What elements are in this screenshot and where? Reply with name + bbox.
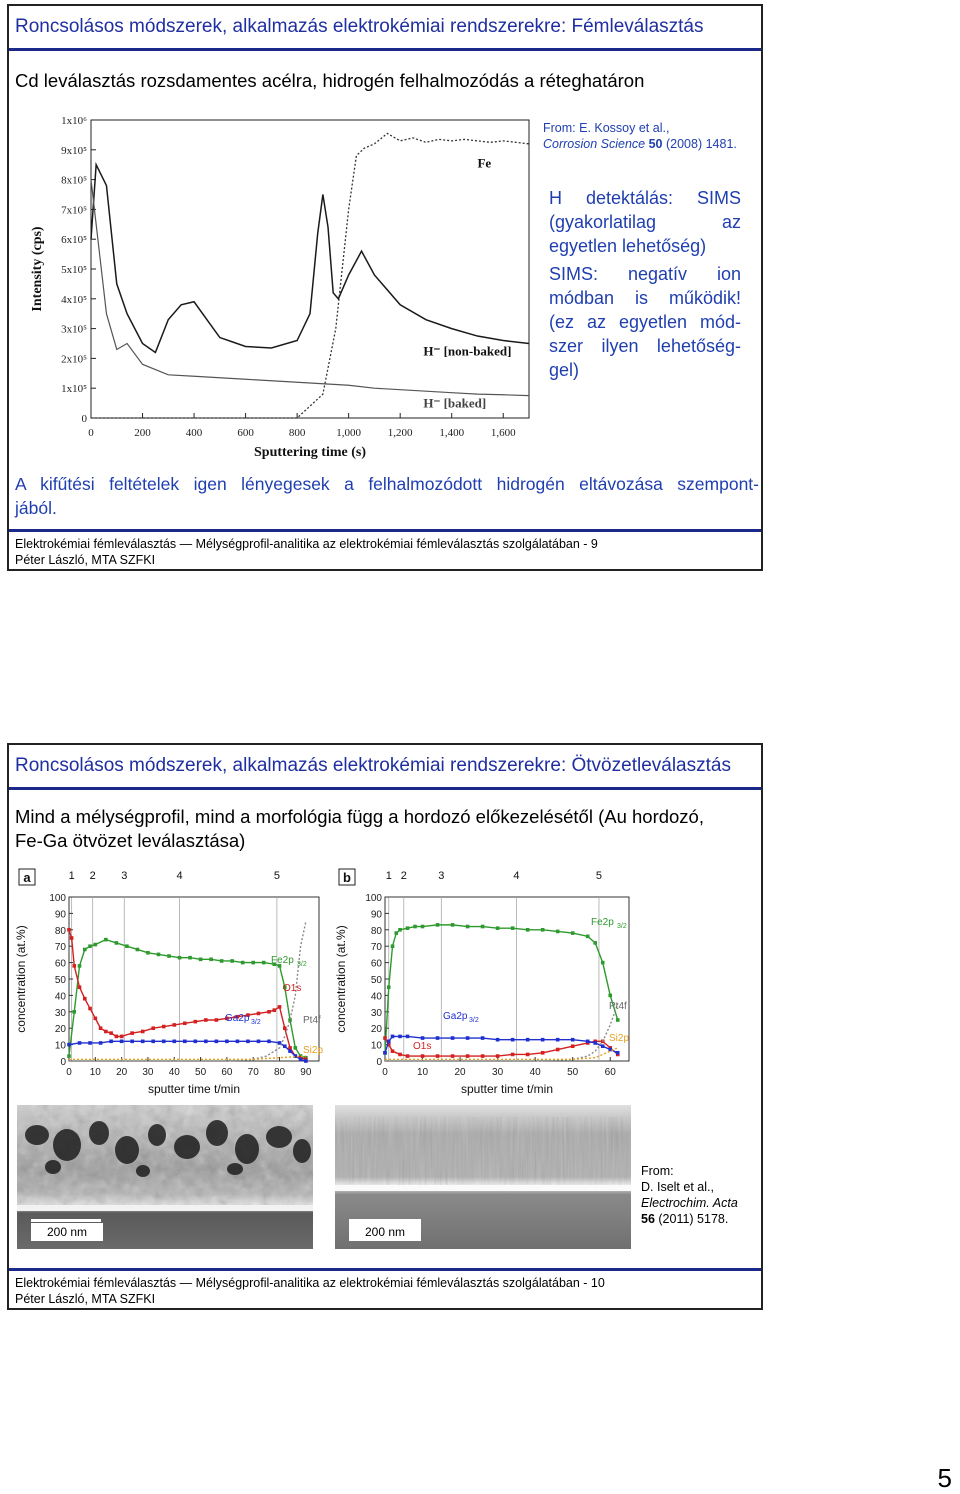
region-marker-label: 5 — [273, 870, 280, 882]
sem-cross-section-a — [17, 1105, 313, 1249]
citation-journal-line — [543, 136, 753, 152]
series-ga-point — [481, 1036, 485, 1040]
series-fe-point — [466, 925, 470, 929]
x-tick-label: 80 — [273, 1067, 286, 1078]
series-ga-point — [421, 1036, 425, 1040]
citation-journal: Corrosion Science — [543, 137, 649, 151]
y-tick-label: 40 — [370, 991, 382, 1003]
x-tick-label: 40 — [529, 1067, 541, 1078]
legend-h-baked: H⁻ [baked] — [423, 395, 487, 411]
slide-subtitle — [15, 805, 704, 853]
depth-profile-chart-a — [13, 863, 325, 1103]
series-ga-point — [616, 1051, 620, 1055]
series-ga-point — [608, 1048, 612, 1052]
series-fe-point — [146, 951, 150, 955]
x-tick-label: 1,000 — [336, 427, 362, 439]
series-fe-point — [398, 928, 402, 932]
y-tick-label: 50 — [54, 975, 66, 986]
footer-author: Péter László, MTA SZFKI — [15, 1292, 156, 1306]
depth-profile-chart-b — [333, 863, 633, 1103]
para2-line1: SIMS: negatív ion — [549, 264, 741, 284]
slide-header — [9, 745, 761, 790]
series-ga-point — [172, 1040, 176, 1044]
x-tick-label: 60 — [604, 1067, 616, 1078]
series-h-nonbaked — [91, 165, 529, 353]
sem-cross-section-b — [335, 1105, 631, 1249]
series-h-baked — [91, 180, 529, 396]
series-fe-point — [104, 938, 108, 942]
series-fe-point — [251, 961, 255, 965]
series-fe-point — [72, 1010, 76, 1014]
x-tick-label: 30 — [142, 1067, 154, 1078]
series-ga-point — [109, 1040, 113, 1044]
slide-footer — [9, 529, 761, 569]
series-fe-point — [67, 1054, 71, 1058]
y-tick-label: 60 — [370, 958, 382, 970]
series-fe-point — [78, 964, 82, 968]
series-o-point — [283, 1026, 287, 1030]
series-fe-point — [387, 985, 391, 989]
legend-fe: Fe — [477, 155, 492, 171]
citation-iselt — [641, 1163, 761, 1227]
series-o-point — [215, 1018, 219, 1022]
chart-b-svg — [333, 863, 633, 1103]
y-tick-label: 30 — [54, 1007, 66, 1019]
series-ga-point — [283, 1044, 287, 1048]
x-tick-label: 0 — [66, 1067, 72, 1078]
region-marker-label: 3 — [438, 870, 445, 882]
series-o-point — [172, 1023, 176, 1027]
para2-line3: (ez az egyetlen mód- — [549, 312, 741, 332]
series-ga-point — [194, 1040, 198, 1044]
series-o-point — [267, 1010, 271, 1014]
series-fe — [91, 133, 529, 418]
series-ga-point — [288, 1049, 292, 1053]
series-fe-point — [262, 961, 266, 965]
y-tick-label: 10 — [54, 1040, 66, 1052]
series-ga-point — [204, 1040, 208, 1044]
series-pt — [385, 1004, 618, 1061]
x-tick-label: 0 — [382, 1067, 388, 1078]
series-ga-point — [162, 1040, 166, 1044]
y-tick-label: 0 — [60, 1057, 66, 1068]
y-tick-label: 50 — [370, 975, 382, 986]
h-detection-text — [549, 186, 741, 258]
series-fe-point — [167, 954, 171, 958]
series-ga-point — [511, 1038, 515, 1042]
y-tick-label: 2x10⁵ — [61, 353, 87, 366]
y-tick-label: 100 — [49, 893, 66, 904]
plot-frame — [69, 897, 319, 1061]
label-o1s: O1s — [413, 1041, 432, 1052]
x-tick-label: 200 — [134, 427, 151, 439]
series-o-point — [99, 1026, 103, 1030]
label-fe2p: Fe2p — [271, 955, 294, 966]
y-tick-label: 7x10⁵ — [61, 204, 87, 217]
label-si2p: Si2p — [303, 1045, 324, 1056]
series-o-point — [526, 1053, 530, 1057]
series-o-point — [451, 1054, 455, 1058]
y-axis-label: concentration (at.%) — [334, 925, 348, 1033]
series-fe-point — [541, 928, 545, 932]
y-tick-label: 70 — [54, 942, 66, 954]
series-fe-point — [526, 928, 530, 932]
series-ga-point — [387, 1040, 391, 1044]
series-ga-point — [67, 1043, 71, 1047]
series-o-point — [421, 1054, 425, 1058]
conclusion-line2: jából. — [15, 498, 57, 518]
series-ga-point — [398, 1035, 402, 1039]
label-ga2p-subscript: 3/2 — [251, 1019, 261, 1026]
series-o-point — [541, 1051, 545, 1055]
y-tick-label: 90 — [54, 909, 66, 921]
series-ga-point — [151, 1040, 155, 1044]
citation-author: D. Iselt et al., — [641, 1180, 714, 1194]
series-ga-point — [526, 1038, 530, 1042]
panel-letter: a — [23, 870, 31, 885]
series-fe-point — [593, 941, 597, 945]
scale-bar-a-label: 200 nm — [46, 1225, 88, 1239]
x-tick-label: 400 — [185, 427, 203, 439]
y-tick-label: 30 — [370, 1007, 382, 1019]
y-axis-label: Intensity (cps) — [30, 226, 45, 312]
series-o-point — [204, 1018, 208, 1022]
y-tick-label: 80 — [54, 925, 66, 937]
para2-line2: módban is működik! — [549, 288, 741, 308]
series-ga-point — [120, 1040, 124, 1044]
page-number: 5 — [937, 1463, 952, 1493]
series-fe-point — [451, 923, 455, 927]
slide-footer — [9, 1268, 761, 1308]
y-tick-label: 9x10⁵ — [61, 144, 87, 157]
region-marker-label: 5 — [595, 870, 603, 882]
label-si2p: Si2p — [609, 1033, 630, 1044]
series-o-point — [436, 1054, 440, 1058]
y-tick-label: 20 — [54, 1024, 66, 1036]
footer-author: Péter László, MTA SZFKI — [15, 553, 156, 567]
x-tick-label: 20 — [116, 1067, 128, 1078]
series-ga-point — [466, 1036, 470, 1040]
x-axis-label: sputter time t/min — [147, 1082, 241, 1096]
series-fe-point — [391, 944, 395, 948]
series-o-point — [556, 1048, 560, 1052]
label-fe2p: Fe2p — [591, 917, 614, 928]
plot-frame — [91, 120, 529, 418]
citation-rest: (2008) 1481. — [662, 137, 737, 151]
x-tick-label: 0 — [88, 427, 94, 439]
label-ga2p: Ga2p — [443, 1011, 468, 1022]
x-axis-label: Sputtering time (s) — [254, 445, 366, 460]
footer-title: Elektrokémiai fémleválasztás — Mélységprofil-analitika az elektrokémiai fémleválasztás szolgálatában - 10 — [15, 1276, 605, 1290]
y-tick-label: 100 — [365, 893, 382, 904]
series-o-point — [398, 1053, 402, 1057]
series-fe-point — [136, 948, 140, 952]
series-o-point — [109, 1031, 113, 1035]
series-o-point — [406, 1054, 410, 1058]
y-tick-label: 1x10⁵ — [61, 383, 87, 396]
series-o-point — [120, 1035, 124, 1039]
citation-kossoy — [543, 120, 753, 152]
series-ga-point — [601, 1044, 605, 1048]
series-fe-point — [178, 956, 182, 960]
series-fe-point — [586, 935, 590, 939]
x-tick-label: 90 — [300, 1067, 312, 1078]
y-tick-label: 10 — [370, 1040, 382, 1052]
y-tick-label: 6x10⁵ — [61, 234, 87, 247]
series-o-point — [183, 1021, 187, 1025]
series-o-point — [481, 1054, 485, 1058]
series-fe-point — [556, 930, 560, 934]
y-tick-label: 70 — [370, 942, 382, 954]
x-tick-label: 30 — [492, 1067, 504, 1078]
y-tick-label: 3x10⁵ — [61, 323, 87, 336]
y-tick-label: 4x10⁵ — [61, 293, 87, 306]
series-o-point — [70, 936, 74, 940]
series-o-point — [115, 1035, 119, 1039]
conclusion-text — [15, 472, 759, 520]
sem-image-b — [335, 1105, 631, 1249]
citation-volume-line — [641, 1211, 761, 1227]
x-tick-label: 1,200 — [387, 427, 413, 439]
y-tick-label: 5x10⁵ — [61, 264, 87, 276]
series-fe-point — [294, 1046, 298, 1050]
x-tick-label: 20 — [454, 1067, 466, 1078]
label-fe2p-subscript: 3/2 — [297, 961, 307, 968]
series-o-point — [83, 997, 87, 1001]
series-si — [69, 1056, 306, 1059]
region-marker-label: 4 — [513, 870, 520, 882]
x-tick-label: 1,400 — [439, 427, 465, 439]
series-ga-point — [257, 1040, 261, 1044]
label-ga2p-subscript: 3/2 — [469, 1017, 479, 1024]
series-fe-point — [188, 956, 192, 960]
series-ga-point — [183, 1040, 187, 1044]
x-axis-label: sputter time t/min — [460, 1082, 554, 1096]
x-tick-label: 60 — [221, 1067, 233, 1078]
series-o-point — [257, 1012, 261, 1016]
sims-chart-svg — [21, 106, 541, 466]
x-tick-label: 10 — [416, 1067, 429, 1078]
region-marker-label: 1 — [385, 870, 392, 882]
label-ga2p: Ga2p — [225, 1013, 250, 1024]
citation-volume: 56 — [641, 1212, 655, 1226]
series-o-point — [72, 964, 76, 968]
series-fe-point — [199, 958, 203, 962]
legend-h-nonbaked: H⁻ [non-baked] — [423, 343, 512, 359]
series-o-point — [272, 1008, 276, 1012]
series-ga-point — [496, 1038, 500, 1042]
series-fe-point — [436, 923, 440, 927]
series-o-point — [383, 1036, 387, 1040]
series-ga-point — [391, 1035, 395, 1039]
slide-10 — [7, 743, 763, 1310]
series-o-point — [78, 985, 82, 989]
x-tick-label: 70 — [247, 1067, 259, 1078]
series-fe-point — [209, 958, 213, 962]
slide-subtitle: Cd leválasztás rozsdamentes acélra, hidrogén felhalmozódás a réteghatáron — [15, 70, 645, 91]
series-ga-point — [571, 1038, 575, 1042]
series-ga-point — [436, 1036, 440, 1040]
series-fe-point — [83, 948, 87, 952]
series-ga-point — [141, 1040, 145, 1044]
series-ga-point — [299, 1058, 303, 1062]
series-o-point — [104, 1030, 108, 1034]
series-ga-point — [304, 1059, 308, 1063]
x-tick-label: 600 — [237, 427, 254, 439]
series-o-point — [571, 1044, 575, 1048]
series-fe-point — [115, 941, 119, 945]
series-fe-point — [616, 1018, 620, 1022]
series-fe-point — [241, 961, 245, 965]
y-tick-label: 1x10⁶ — [61, 115, 87, 127]
slide-title: Roncsolásos módszerek, alkalmazás elektrokémiai rendszerekre: Ötvözetleválasztás — [15, 755, 731, 776]
series-fe-point — [394, 931, 398, 935]
para2-line4: szer ilyen lehetőség- — [549, 336, 741, 356]
series-ga-point — [383, 1051, 387, 1055]
series-fe-point — [94, 943, 98, 947]
y-tick-label: 0 — [376, 1057, 382, 1068]
series-o-point — [511, 1053, 515, 1057]
citation-from: From: — [641, 1164, 674, 1178]
y-tick-label: 80 — [370, 925, 382, 937]
series-ga-point — [88, 1041, 92, 1045]
series-fe-point — [413, 925, 417, 929]
series-o-point — [130, 1031, 134, 1035]
series-o-point — [67, 928, 71, 932]
chart-a-svg — [13, 863, 325, 1103]
label-fe2p-subscript: 3/2 — [617, 923, 627, 930]
series-fe-point — [496, 926, 500, 930]
series-ga-point — [215, 1040, 219, 1044]
subtitle-line1: Mind a mélységprofil, mind a morfológia függ a hordozó előkezelésétől (Au hordozó, — [15, 806, 704, 827]
x-tick-label: 40 — [168, 1067, 180, 1078]
label-pt4f: Pt4f — [303, 1015, 321, 1026]
series-ga-point — [99, 1041, 103, 1045]
series-ga-point — [593, 1041, 597, 1045]
series-fe-point — [125, 944, 129, 948]
y-tick-label: 20 — [370, 1024, 382, 1036]
series-ga-point — [586, 1040, 590, 1044]
subtitle-line2: Fe-Ga ötvözet leválasztása) — [15, 830, 246, 851]
series-o-point — [151, 1026, 155, 1030]
series-ga-point — [130, 1040, 134, 1044]
slide-9 — [7, 4, 763, 571]
region-marker-label: 1 — [68, 870, 75, 882]
series-fe-point — [406, 926, 410, 930]
series-ga-point — [267, 1040, 271, 1044]
panel-letter: b — [343, 870, 351, 885]
y-tick-label: 8x10⁵ — [61, 174, 87, 187]
conclusion-line1: A kifűtési feltételek igen lényegesek a felhalmozódott hidrogén eltávozása szempont- — [15, 474, 759, 494]
scale-bar-b-label: 200 nm — [364, 1225, 406, 1239]
series-fe — [385, 925, 618, 1053]
series-fe-point — [88, 944, 92, 948]
x-tick-label: 800 — [288, 427, 306, 439]
x-tick-label: 50 — [567, 1067, 579, 1078]
series-fe-point — [601, 961, 605, 965]
region-marker-label: 4 — [176, 870, 183, 882]
para1-line2: (gyakorlatilag az — [549, 212, 741, 232]
series-o-point — [88, 1007, 92, 1011]
sem-image-a — [17, 1105, 313, 1249]
sims-depth-profile-chart — [21, 106, 541, 466]
x-tick-label: 10 — [89, 1067, 101, 1078]
series-ga-point — [225, 1040, 229, 1044]
y-tick-label: 0 — [81, 413, 87, 425]
label-pt4f: Pt4f — [609, 1001, 627, 1012]
series-ga-point — [451, 1036, 455, 1040]
slide-header — [9, 6, 761, 51]
y-tick-label: 40 — [54, 991, 66, 1003]
citation-journal: Electrochim. Acta — [641, 1196, 738, 1210]
series-fe-point — [608, 994, 612, 998]
para2-line5: gel) — [549, 360, 580, 380]
series-fe-point — [511, 926, 515, 930]
x-tick-label: 50 — [195, 1067, 207, 1078]
series-o-point — [141, 1030, 145, 1034]
region-marker-label: 2 — [89, 870, 96, 882]
series-fe-point — [481, 925, 485, 929]
y-tick-label: 90 — [370, 909, 382, 921]
slide-title: Roncsolásos módszerek, alkalmazás elektrokémiai rendszerekre: Fémleválasztás — [15, 16, 704, 37]
series-o-point — [162, 1025, 166, 1029]
series-o-point — [194, 1020, 198, 1024]
para1-line1: H detektálás: SIMS — [549, 188, 741, 208]
y-tick-label: 60 — [54, 958, 66, 970]
series-fe-point — [157, 953, 161, 957]
series-ga-point — [236, 1040, 240, 1044]
series-o-point — [496, 1054, 500, 1058]
citation-volume: 50 — [648, 137, 663, 151]
series-o-point — [278, 1005, 282, 1009]
para1-line3: egyetlen lehetőség) — [549, 236, 707, 256]
series-ga-point — [246, 1040, 250, 1044]
region-marker-label: 2 — [400, 870, 407, 882]
series-fe-point — [421, 925, 425, 929]
series-ga-point — [78, 1041, 82, 1045]
citation-line: From: E. Kossoy et al., — [543, 121, 670, 135]
region-marker-label: 3 — [121, 870, 128, 882]
series-ga-point — [406, 1035, 410, 1039]
citation-rest: (2011) 5178. — [654, 1212, 729, 1226]
series-o-point — [466, 1054, 470, 1058]
y-axis-label: concentration (at.%) — [14, 925, 28, 1033]
footer-title: Elektrokémiai fémleválasztás — Mélységprofil-analitika az elektrokémiai fémleválasztás szolgálatában - 9 — [15, 537, 598, 551]
series-fe-point — [220, 959, 224, 963]
x-tick-label: 1,600 — [490, 427, 516, 439]
sims-negative-ion-text — [549, 262, 741, 382]
series-o-point — [94, 1017, 98, 1021]
series-ga-point — [556, 1038, 560, 1042]
label-o1s: O1s — [283, 983, 302, 994]
series-ga-point — [541, 1038, 545, 1042]
series-fe-point — [571, 931, 575, 935]
series-o-point — [391, 1049, 395, 1053]
series-fe-point — [230, 959, 234, 963]
